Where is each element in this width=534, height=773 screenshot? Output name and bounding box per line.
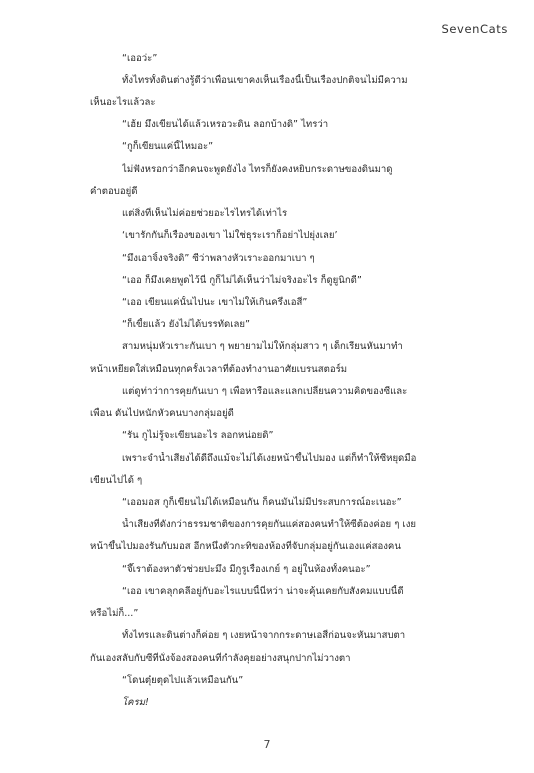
text-line: “กูก็เขียนแค่นี้ไหมอะ”: [122, 141, 214, 152]
text-line: “เออ เขาคลุกคลีอยู่กับอะไรแบบนี้นี่หว่า น่าจะคุ้นเคยกับสังคมแบบนี้ดี: [122, 586, 404, 597]
text-line: “โดนตุ๋ยตุดไปแล้วเหมือนกัน”: [122, 675, 244, 686]
text-line: “เฮ้ย มึงเขียนได้แล้วเหรอวะดิน ลอกบ้างดิ” ไทรว่า: [122, 119, 329, 130]
text-line: แต่สิ่งที่เห็นไม่ค่อยช่วยอะไรไทรได้เท่าไร: [122, 208, 288, 219]
text-line: หน้าขึ้นไปมองรันกับมอส อีกหนึ่งตัวกะทิของห้องที่จับกลุ่มอยู่กันเองแค่สองคน: [90, 541, 401, 552]
text-line: หรือไม่ก็...”: [90, 608, 139, 619]
page-number: 7: [263, 738, 271, 751]
text-line: เขียนไปได้ ๆ: [90, 475, 143, 486]
text-line: “เออว่ะ”: [122, 53, 158, 64]
text-line: “รัน กูไม่รู้จะเขียนอะไร ลอกหน่อยดิ”: [122, 430, 274, 441]
text-line: เพื่อน ดันไปหนักหัวคนบางกลุ่มอยู่ดี: [90, 408, 234, 419]
text-line: “เออ เขียนแค่นั้นไปนะ เขาไม่ให้เกินครึ่งเอสี่”: [122, 297, 308, 308]
text-line: “เออ ก็มึงเคยพูดไว้นี่ กูก็ไม่ได้เห็นว่าไม่จริงอะไร ก็ดูยูนิกดี”: [122, 275, 362, 286]
text-line: สามหนุ่มหัวเราะกันเบา ๆ พยายามไม่ให้กลุ่มสาว ๆ เด็กเรียนหันมาทำ: [122, 341, 403, 352]
text-line: แต่ดูท่าว่าการคุยกันเบา ๆ เพื่อหารือและแลกเปลี่ยนความคิดของซีและ: [122, 386, 408, 397]
text-line: โครม!: [122, 697, 149, 708]
text-line: ทั้งไทรและดินต่างก็ค่อย ๆ เงยหน้าจากกระดาษเอสี่ก่อนจะหันมาสบตา: [122, 630, 406, 641]
text-line: “เออมอส กูก็เขียนไม่ได้เหมือนกัน ก็คนมันไม่มีประสบการณ์อะเนอะ”: [122, 497, 402, 508]
text-line: “จึ๊เราต้องหาตัวช่วยปะมึง มีกูรูเรื่องเกย์ ๆ อยู่ในห้องทั้งคนอะ”: [122, 564, 371, 575]
text-line: หน้าเหยียดใส่เหมือนทุกครั้งเวลาที่ต้องทำงานอาศัยเบรนสตอร์ม: [90, 364, 348, 375]
text-line: เห็นอะไรแล้วละ: [90, 97, 156, 108]
brand-header: SevenCats: [441, 22, 508, 36]
text-line: คำตอบอยู่ดี: [90, 186, 138, 197]
text-line: ทั้งไทรทั้งดินต่างรู้ดีว่าเพื่อนเขาคงเห็นเรื่องนี้เป็นเรื่องปกติจนไม่มีความ: [122, 75, 408, 86]
text-line: น้ำเสียงที่ดังกว่าธรรมชาติของการคุยกันแค่สองคนทำให้ซีต้องค่อย ๆ เงย: [122, 519, 417, 530]
text-line: “ก็เขี้ยแล้ว ยังไม่ได้บรรทัดเลย”: [122, 319, 250, 330]
text-line: ‘เขารักกันก็เรื่องของเขา ไม่ใช่ธุระเราก็อย่าไปยุ่งเลย’: [122, 230, 338, 241]
text-line: กันเองสลับกับซีที่นั่งจ้องสองคนที่กำลังคุยอย่างสนุกปากไม่วางตา: [90, 653, 351, 664]
text-line: ไม่ฟังหรอกว่าอีกคนจะพูดยังไง ไทรก็ยังคงหยิบกระดาษของดินมาดู: [122, 164, 393, 175]
text-line: “มึงเอาจิ้งจริงดิ” ซีว่าพลางหัวเราะออกมาเบา ๆ: [122, 253, 315, 264]
text-line: เพราะจำน้ำเสียงได้ดีถึงแม้จะไม่ได้เงยหน้าขึ้นไปมอง แต่ก็ทำให้ซีหยุดมือ: [122, 453, 417, 464]
